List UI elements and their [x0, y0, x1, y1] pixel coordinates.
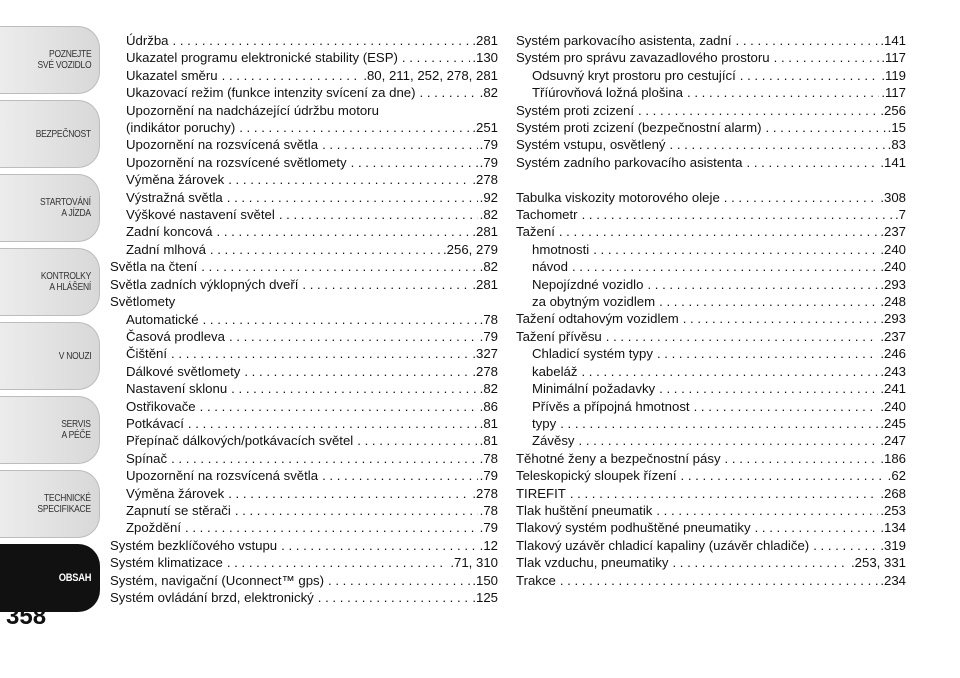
dot-leader — [578, 206, 893, 223]
index-entry-page[interactable]: .79 — [479, 137, 498, 153]
dot-leader — [167, 345, 470, 362]
index-entry[interactable] — [110, 49, 498, 66]
index-entry[interactable] — [516, 84, 906, 101]
dot-leader — [568, 258, 878, 275]
dot-leader — [398, 49, 470, 66]
index-entry-term: Zadní koncová — [126, 224, 213, 240]
index-entry-page[interactable]: .79 — [479, 520, 498, 536]
tab-label: TECHNICKÉ SPECIFIKACE — [37, 493, 91, 515]
index-entry-page[interactable]: .240 — [880, 259, 906, 275]
dot-leader — [575, 432, 879, 449]
index-entry-term: Tažení přívěsu — [516, 328, 602, 344]
index-column-left — [110, 32, 498, 606]
index-entry[interactable] — [516, 537, 906, 554]
index-entry[interactable] — [516, 398, 906, 415]
dot-leader — [721, 450, 879, 467]
index-entry-page[interactable]: .78 — [479, 502, 498, 518]
index-entry-page[interactable]: .81 — [479, 415, 498, 431]
index-entry[interactable] — [110, 189, 498, 206]
index-entry[interactable] — [110, 328, 498, 345]
index-entry-term: Systém ovládání brzd, elektronický — [110, 590, 314, 605]
index-entry[interactable] — [516, 276, 906, 293]
index-entry[interactable] — [516, 189, 906, 206]
index-entry[interactable] — [110, 485, 498, 502]
dot-leader — [556, 415, 878, 432]
index-entry-term: Systém parkovacího asistenta, zadní — [516, 33, 732, 48]
index-entry-page[interactable]: .248 — [880, 294, 906, 310]
index-entry[interactable] — [516, 450, 906, 467]
dot-leader — [196, 398, 478, 415]
index-entry-term: Výškové nastavení světel — [126, 207, 275, 223]
dot-leader — [169, 32, 471, 49]
index-entry-term: za obytným vozidlem — [532, 294, 656, 310]
index-entry-page[interactable]: .83 — [887, 137, 906, 153]
index-entry-page[interactable]: .281 — [472, 33, 498, 48]
index-entry[interactable] — [110, 276, 498, 293]
index-entry-page[interactable]: .12 — [479, 537, 498, 553]
index-entry-term: Minimální požadavky — [532, 381, 656, 397]
tab-label: KONTROLKY A HLÁŠENÍ — [40, 271, 91, 293]
dot-leader — [231, 502, 478, 519]
index-entry-page[interactable]: .237 — [880, 328, 906, 344]
index-entry[interactable] — [516, 102, 906, 119]
index-entry-term: Teleskopický sloupek řízení — [516, 468, 677, 484]
index-entry-page[interactable]: .79 — [479, 328, 498, 344]
index-entry-term: Světla na čtení — [110, 259, 198, 275]
page-number: 358 — [6, 603, 47, 630]
dot-leader — [206, 241, 441, 258]
index-entry[interactable] — [110, 572, 498, 589]
index-entry-term: Časová prodleva — [126, 328, 225, 344]
dot-leader — [318, 136, 478, 153]
index-entry[interactable] — [110, 415, 498, 432]
dot-leader — [683, 84, 879, 101]
index-entry-term: Odsuvný kryt prostoru pro cestující — [532, 67, 736, 83]
index-entry-term: kabeláž — [532, 363, 578, 379]
index-entry-term: Systém klimatizace — [110, 555, 223, 571]
tab-startovani-a-jizda[interactable] — [0, 174, 100, 242]
index-entry-term: (indikátor poruchy) — [126, 120, 236, 136]
index-entry[interactable] — [110, 554, 498, 571]
dot-leader — [240, 363, 470, 380]
index-entry-page[interactable]: .253 — [880, 502, 906, 518]
index-entry[interactable] — [110, 154, 498, 171]
dot-leader — [589, 241, 878, 258]
index-entry[interactable] — [110, 519, 498, 536]
index-entry-term: Systém pro správu zavazadlového prostoru — [516, 50, 770, 66]
index-entry-page[interactable]: .243 — [880, 363, 906, 379]
dot-leader — [577, 363, 878, 380]
tab-label: STARTOVÁNÍ A JÍZDA — [40, 197, 91, 219]
dot-leader — [224, 171, 470, 188]
index-entry-term: Potkávací — [126, 415, 184, 431]
index-entry-term: návod — [532, 259, 568, 275]
dot-leader — [736, 67, 880, 84]
dot-leader — [679, 310, 879, 327]
dot-leader — [167, 450, 478, 467]
tab-label: BEZPEČNOST — [35, 128, 91, 140]
index-entry[interactable] — [516, 49, 906, 66]
dot-leader — [197, 258, 477, 275]
index-entry[interactable] — [516, 119, 906, 136]
index-entry[interactable] — [516, 241, 906, 258]
dot-leader — [224, 485, 470, 502]
index-entry-term: Upozornění na rozsvícená světla — [126, 137, 319, 153]
index-entry[interactable] — [516, 67, 906, 84]
index-entry-page[interactable]: .256 — [880, 102, 906, 118]
index-entry-page[interactable]: .117 — [881, 85, 906, 101]
dot-leader — [655, 380, 878, 397]
index-entry-page[interactable]: .246 — [880, 346, 906, 362]
index-column-right — [516, 32, 906, 589]
tab-label: OBSAH — [58, 571, 91, 584]
index-entry[interactable] — [516, 310, 906, 327]
dot-leader — [555, 223, 878, 240]
index-entry-page[interactable]: .278 — [472, 172, 498, 188]
dot-leader — [566, 485, 879, 502]
index-entry-page[interactable]: .82 — [479, 259, 498, 275]
index-entry-page[interactable]: .281 — [472, 224, 498, 240]
dot-leader — [602, 328, 879, 345]
index-entry-page[interactable]: .253, 331 — [851, 555, 906, 571]
index-entry-page[interactable]: .278 — [472, 363, 498, 379]
index-entry[interactable] — [516, 415, 906, 432]
index-entry[interactable] — [110, 293, 498, 310]
index-entry[interactable] — [516, 502, 906, 519]
index-entry-page[interactable]: .141 — [880, 154, 906, 170]
index-entry[interactable] — [110, 432, 498, 449]
dot-leader — [634, 102, 878, 119]
index-entry-page[interactable]: .134 — [880, 520, 906, 536]
tab-obsah[interactable] — [0, 544, 100, 612]
index-entry-page[interactable]: .62 — [887, 468, 906, 484]
index-entry[interactable] — [516, 554, 906, 571]
index-entry[interactable] — [516, 206, 906, 223]
index-entry[interactable] — [516, 293, 906, 310]
dot-leader — [416, 84, 478, 101]
index-entry-term: Těhotné ženy a bezpečnostní pásy — [516, 450, 721, 466]
dot-leader — [556, 572, 879, 589]
index-entry-term: Systém bezklíčového vstupu — [110, 537, 278, 553]
index-entry[interactable] — [110, 241, 498, 258]
index-entry-term: TIREFIT — [516, 485, 566, 501]
index-entry-page[interactable]: .240 — [880, 241, 906, 257]
index-entry-term: Tabulka viskozity motorového oleje — [516, 189, 720, 205]
tab-label: POZNEJTE SVÉ VOZIDLO — [37, 49, 91, 71]
dot-leader — [762, 119, 886, 136]
index-entry-term: Nepojízdné vozidlo — [532, 276, 644, 292]
index-entry-term: Tlak huštění pneumatik — [516, 502, 653, 518]
index-entry[interactable] — [516, 363, 906, 380]
dot-leader — [720, 189, 879, 206]
index-entry-page[interactable]: .79 — [479, 154, 498, 170]
index-entry-page[interactable]: .141 — [880, 33, 906, 48]
dot-leader — [324, 572, 470, 589]
index-entry-page[interactable]: .308 — [880, 189, 906, 205]
index-entry-page[interactable]: .15 — [887, 120, 906, 136]
index-entry-page[interactable]: .281 — [472, 276, 498, 292]
index-entry-term: Automatické — [126, 311, 199, 327]
tab-poznejte-sve-vozidlo[interactable] — [0, 26, 100, 94]
index-entry-page[interactable]: .237 — [880, 224, 906, 240]
dot-leader — [809, 537, 878, 554]
index-entry[interactable] — [110, 171, 498, 188]
dot-leader — [277, 537, 478, 554]
index-entry[interactable] — [110, 345, 498, 362]
dot-leader — [235, 119, 470, 136]
index-entry[interactable] — [516, 258, 906, 275]
index-entry[interactable] — [110, 502, 498, 519]
index-entry-page[interactable]: .186 — [880, 450, 906, 466]
index-entry-page[interactable]: .92 — [479, 189, 498, 205]
index-entry-page[interactable]: .245 — [880, 415, 906, 431]
index-entry-page[interactable]: .268 — [880, 485, 906, 501]
index-entry[interactable] — [516, 572, 906, 589]
index-entry-page[interactable]: .251 — [472, 120, 498, 136]
tab-bezpecnost[interactable] — [0, 100, 100, 168]
dot-leader — [353, 432, 477, 449]
index-entry-term: Tachometr — [516, 207, 578, 223]
index-entry-page[interactable]: .293 — [880, 311, 906, 327]
index-entry-term: Zadní mlhová — [126, 241, 206, 257]
index-entry[interactable] — [516, 136, 906, 153]
tab-technicke-specifikace[interactable] — [0, 470, 100, 538]
index-entry[interactable] — [110, 119, 498, 136]
dot-leader — [743, 154, 879, 171]
dot-leader — [732, 32, 879, 49]
index-entry-term: Výměna žárovek — [126, 172, 225, 188]
index-entry-term: Světlomety — [110, 294, 176, 310]
index-entry[interactable] — [110, 258, 498, 275]
dot-leader — [318, 467, 478, 484]
dot-leader — [653, 345, 878, 362]
dot-leader — [225, 328, 478, 345]
dot-leader — [690, 398, 879, 415]
index-entry[interactable] — [110, 537, 498, 554]
index-entry[interactable] — [516, 32, 906, 49]
index-entry-term: Ukazatel směru — [126, 67, 218, 83]
index-entry[interactable] — [110, 363, 498, 380]
index-entry-page[interactable]: .130 — [472, 50, 498, 66]
index-entry-page[interactable]: .119 — [881, 67, 906, 83]
dot-leader — [184, 415, 478, 432]
index-entry-term: Spínač — [126, 450, 168, 466]
index-entry[interactable] — [516, 485, 906, 502]
index-entry-page[interactable]: .319 — [880, 537, 906, 553]
index-entry-page[interactable]: .125 — [472, 590, 498, 605]
index-entry-term: Trakce — [516, 572, 556, 588]
dot-leader — [666, 136, 886, 153]
index-entry-page[interactable]: .71, 310 — [450, 555, 498, 571]
index-entry-term: Výměna žárovek — [126, 485, 225, 501]
index-entry-term: Ukazovací režim (funkce intenzity svícení za dne) — [126, 85, 416, 101]
index-entry-page[interactable]: .82 — [479, 85, 498, 101]
tab-v-nouzi[interactable] — [0, 322, 100, 390]
index-entry-term: Světla zadních výklopných dveří — [110, 276, 299, 292]
index-entry-term: Tlak vzduchu, pneumatiky — [516, 555, 669, 571]
index-entry[interactable] — [516, 328, 906, 345]
dot-leader — [652, 502, 878, 519]
index-entry[interactable] — [110, 311, 498, 328]
index-entry-page[interactable]: .79 — [479, 468, 498, 484]
dot-leader — [347, 154, 478, 171]
index-entry-term: Chladicí systém typy — [532, 346, 653, 362]
index-entry-term: Výstražná světla — [126, 189, 223, 205]
index-entry-term: Dálkové světlomety — [126, 363, 241, 379]
index-entry-page[interactable]: .78 — [479, 450, 498, 466]
index-entry-term: Systém, navigační (Uconnect™ gps) — [110, 572, 325, 588]
index-entry-term: Systém proti zcizení (bezpečnostní alarm) — [516, 120, 762, 136]
index-entry[interactable] — [110, 84, 498, 101]
index-entry-page[interactable]: .256, 279 — [443, 241, 498, 257]
dot-leader — [199, 311, 478, 328]
index-entry-term: Tažení — [516, 224, 555, 240]
index-entry-page[interactable]: .278 — [472, 485, 498, 501]
index-entry-term: Systém zadního parkovacího asistenta — [516, 154, 743, 170]
index-entry-term: typy — [532, 415, 557, 431]
index-entry[interactable] — [110, 136, 498, 153]
index-entry-page[interactable]: .240 — [880, 398, 906, 414]
index-entry[interactable] — [516, 467, 906, 484]
index-entry-page[interactable]: .82 — [479, 207, 498, 223]
index-entry-page[interactable]: .247 — [880, 433, 906, 449]
index-entry-term: Systém vstupu, osvětlený — [516, 137, 666, 153]
index-entry-term: Nastavení sklonu — [126, 381, 228, 397]
index-entry[interactable] — [110, 450, 498, 467]
dot-leader — [668, 554, 849, 571]
index-entry[interactable] — [110, 206, 498, 223]
index-entry-page[interactable]: .327 — [472, 346, 498, 362]
index-entry-term: Upozornění na rozsvícená světla — [126, 468, 319, 484]
index-entry[interactable] — [110, 467, 498, 484]
index-entry-term: Ukazatel programu elektronické stability (ESP) — [126, 50, 398, 66]
dot-leader — [213, 223, 471, 240]
index-entry-term: Tříúrovňová ložná plošina — [532, 85, 684, 101]
index-entry[interactable] — [110, 67, 498, 84]
index-entry[interactable] — [516, 223, 906, 240]
dot-leader — [275, 206, 478, 223]
index-entry-term: Čištění — [126, 346, 168, 362]
index-entry-term: Zapnutí se stěrači — [126, 502, 231, 518]
tab-label: V NOUZI — [58, 350, 91, 362]
index-entry-page[interactable]: .293 — [880, 276, 906, 292]
dot-leader — [218, 67, 362, 84]
index-entry-term: Upozornění na rozsvícené světlomety — [126, 154, 347, 170]
dot-leader — [751, 519, 879, 536]
index-entry-term: Zpoždění — [126, 520, 181, 536]
index-entry-term: Upozornění na nadcházející údržbu motoru — [126, 102, 379, 118]
index-entry-page[interactable]: .82 — [479, 381, 498, 397]
dot-leader — [770, 49, 880, 66]
index-entry-term: Přepínač dálkových/potkávacích světel — [126, 433, 354, 449]
index-entry-term: Údržba — [126, 33, 169, 48]
dot-leader — [655, 293, 878, 310]
dot-leader — [181, 519, 478, 536]
dot-leader — [298, 276, 470, 293]
dot-leader — [223, 189, 478, 206]
index-entry[interactable] — [110, 32, 498, 49]
index-entry-page[interactable]: .234 — [880, 572, 906, 588]
dot-leader — [227, 380, 477, 397]
index-entry-term: Tlakový systém podhuštěné pneumatiky — [516, 520, 751, 536]
index-entry-page[interactable]: .241 — [880, 381, 906, 397]
index-entry-page[interactable]: .150 — [472, 572, 498, 588]
tab-kontrolky-a-hlaseni[interactable] — [0, 248, 100, 316]
dot-leader — [223, 554, 448, 571]
index-entry[interactable] — [516, 345, 906, 362]
index-entry-term: Závěsy — [532, 433, 575, 449]
index-entry-term: Systém proti zcizení — [516, 102, 634, 118]
index-entry[interactable] — [516, 154, 906, 171]
index-entry-term: hmotnosti — [532, 241, 590, 257]
index-entry[interactable] — [110, 398, 498, 415]
index-entry-term: Přívěs a přípojná hmotnost — [532, 398, 690, 414]
section-gap — [516, 171, 906, 188]
index-entry-term: Tažení odtahovým vozidlem — [516, 311, 679, 327]
tab-servis-a-pece[interactable] — [0, 396, 100, 464]
index-entry-page[interactable]: .80, 211, 252, 278, 281 — [363, 67, 498, 83]
index-entry[interactable] — [110, 102, 498, 119]
index-entry-term: Ostřikovače — [126, 398, 196, 414]
index-entry-page[interactable]: .81 — [479, 433, 498, 449]
index-entry[interactable] — [110, 589, 498, 606]
index-entry-page[interactable]: .86 — [479, 398, 498, 414]
index-entry-page[interactable]: .117 — [881, 50, 906, 66]
index-entry[interactable] — [516, 519, 906, 536]
index-entry-term: Tlakový uzávěr chladicí kapaliny (uzávěr chladiče) — [516, 537, 810, 553]
tab-label: SERVIS A PÉČE — [61, 419, 91, 441]
dot-leader — [314, 589, 471, 606]
index-entry[interactable] — [516, 432, 906, 449]
index-entry-page[interactable]: .78 — [479, 311, 498, 327]
index-entry[interactable] — [110, 223, 498, 240]
index-entry[interactable] — [516, 380, 906, 397]
index-entry-page[interactable]: .7 — [895, 207, 906, 223]
dot-leader — [643, 276, 878, 293]
dot-leader — [677, 467, 886, 484]
index-entry[interactable] — [110, 380, 498, 397]
